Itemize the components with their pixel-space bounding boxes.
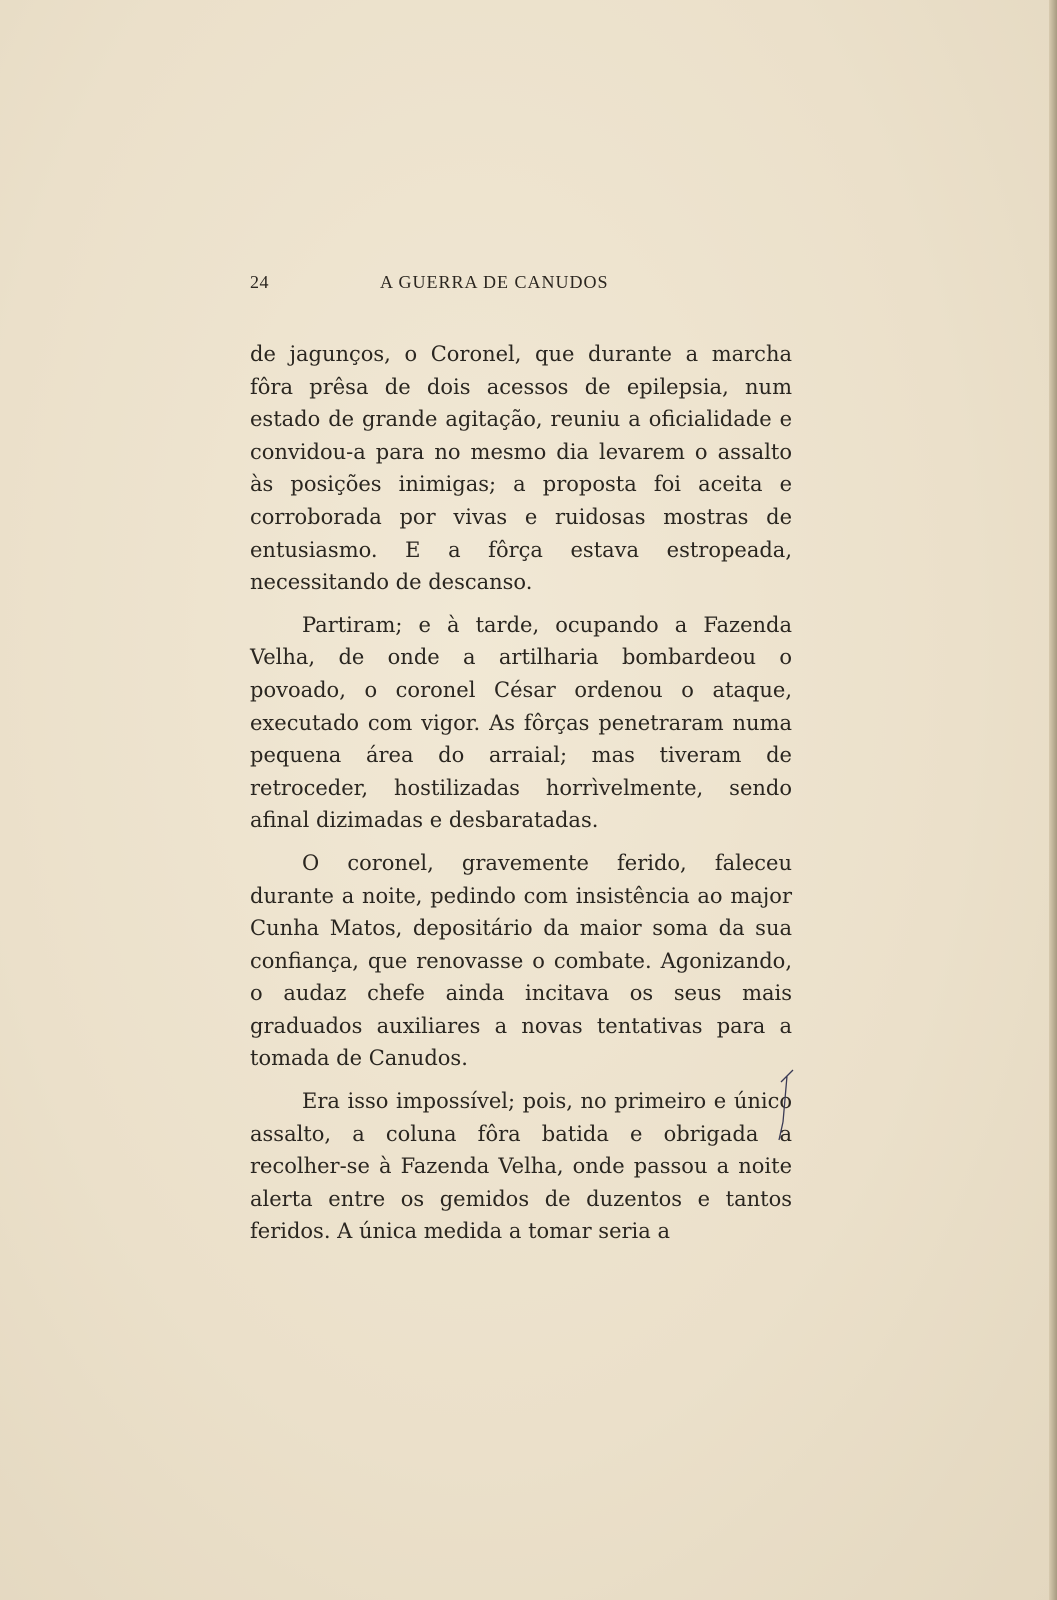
- running-title: A GUERRA DE CANUDOS: [380, 272, 609, 292]
- page-number: 24: [250, 272, 269, 292]
- paragraph-3: O coronel, gravemente ferido, faleceu durante a noite, pedindo com insistência ao major Cunha Matos, depositário da maior soma da sua confiança, que renovasse o combate. Agonizando, o audaz chefe ainda incitava os seus mais graduados auxiliares a novas tentativas para a tomada de Canudos.: [250, 850, 792, 1071]
- paragraph-1: de jagunços, o Coronel, que durante a marcha fôra prêsa de dois acessos de epilepsia, num estado de grande agitação, reuniu a oficialidade e convidou-a para no mesmo dia levarem o assalto às posições inimigas; a proposta foi aceita e corroborada por vivas e ruidosas mostras de entusiasmo. E a fôrça estava estropeada, necessitando de descanso.: [250, 342, 792, 595]
- paragraph-4: Era isso impossível; pois, no primeiro e único assalto, a coluna fôra batida e obrigada a recolher-se à Fazenda Velha, onde passou a noite alerta entre os gemidos de duzentos e tantos feridos. A única medida a tomar seria a: [250, 1089, 792, 1244]
- body-text: [250, 338, 792, 1258]
- page-edge-shadow: [1049, 0, 1057, 1600]
- page-header: [250, 272, 670, 296]
- pencil-margin-mark: [775, 1062, 805, 1142]
- paragraph-2: Partiram; e à tarde, ocupando a Fazenda Velha, de onde a artilharia bombardeou o povoado, o coronel César ordenou o ataque, executado com vigor. As fôrças penetraram numa pequena área do arraial; mas tiveram de retroceder, hostilizadas horrìvelmente, sendo afinal dizimadas e desbaratadas.: [250, 612, 792, 833]
